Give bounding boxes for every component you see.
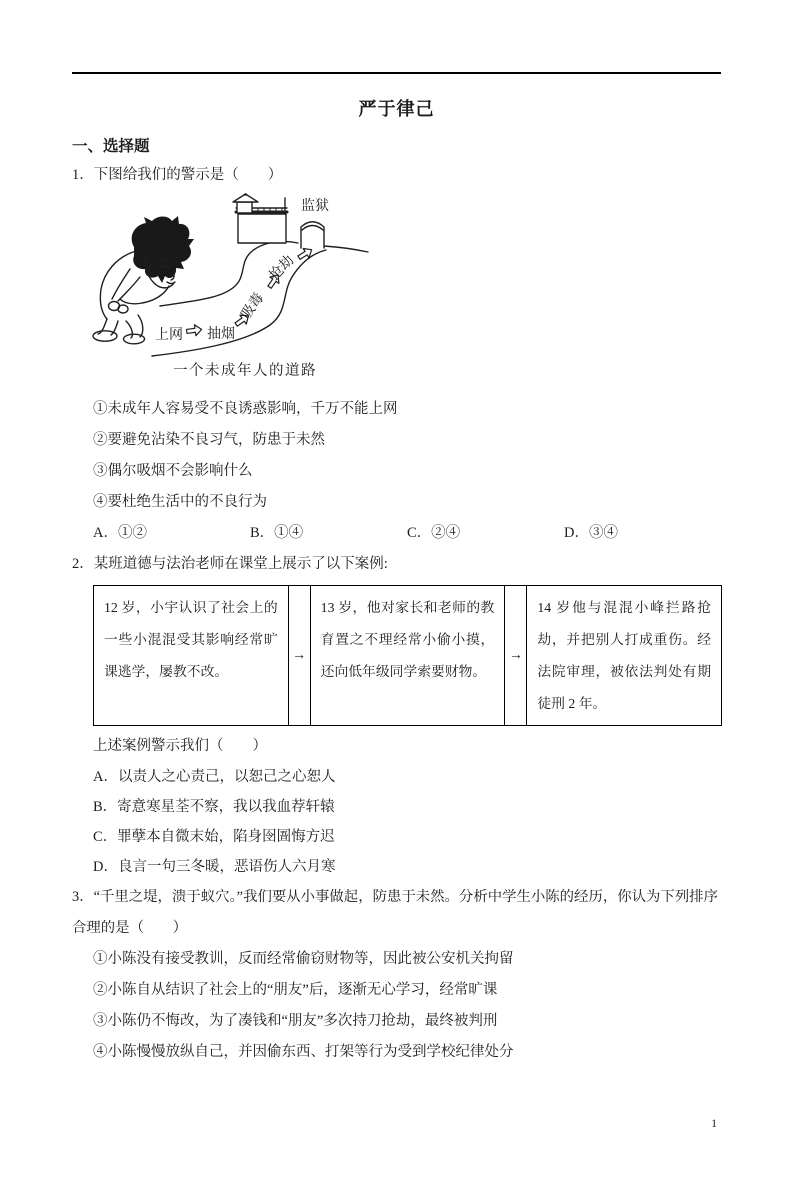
q1-item-4: ④要杜绝生活中的不良行为 bbox=[93, 494, 267, 510]
watchtower bbox=[237, 202, 252, 213]
page-number: 1 bbox=[711, 1118, 717, 1130]
q3-item-2: ②小陈自从结识了社会上的“朋友”后，逐渐无心学习，经常旷课 bbox=[93, 982, 498, 998]
road-step-label: 上网 bbox=[155, 328, 183, 343]
q1-item-1: ①未成年人容易受不良诱惑影响，千万不能上网 bbox=[93, 401, 398, 417]
q2-options bbox=[72, 762, 721, 882]
q3-item-3: ③小陈仍不悔改，为了凑钱和“朋友”多次持刀抢劫，最终被判刑 bbox=[93, 1013, 498, 1029]
q3-item-1: ①小陈没有接受教训，反而经常偷窃财物等，因此被公安机关拘留 bbox=[93, 951, 514, 967]
q2-stem: 2．某班道德与法治老师在课堂上展示了以下案例: bbox=[72, 556, 388, 572]
document-page bbox=[0, 72, 793, 1068]
figure-caption: 一个未成年人的道路 bbox=[173, 363, 317, 379]
road-step-label: 吸毒 bbox=[238, 290, 268, 323]
case-arrow-cell bbox=[288, 586, 311, 725]
q2-option-d: D．良言一句三冬暖，恶语伤人六月寒 bbox=[93, 859, 336, 875]
q2-case-table bbox=[93, 585, 722, 726]
q2-option-b: B．寄意寒星荃不察，我以我血荐轩辕 bbox=[93, 799, 335, 815]
q3-items bbox=[72, 944, 721, 1068]
road-step-label: 抽烟 bbox=[207, 327, 235, 342]
header-rule bbox=[72, 72, 721, 74]
case-arrow-cell bbox=[504, 586, 527, 725]
q1-item-3: ③偶尔吸烟不会影响什么 bbox=[93, 463, 253, 479]
right-arrow-icon: → bbox=[508, 647, 523, 663]
q3-stem: 3．“千里之堤，溃于蚁穴。”我们要从小事做起，防患于未然。分析中学生小陈的经历，你认为下列排序合理的是（ ） bbox=[72, 889, 718, 936]
q1-figure bbox=[74, 193, 374, 386]
q3-item-4: ④小陈慢慢放纵自己，并因偷东西、打架等行为受到学校纪律处分 bbox=[93, 1044, 514, 1060]
q1-option-b: B．①④ bbox=[250, 525, 304, 541]
boy-foot bbox=[124, 334, 145, 344]
section-heading: 一、选择题 bbox=[72, 138, 150, 155]
q1-option-a: A．①② bbox=[93, 525, 147, 541]
step-arrow-icon bbox=[186, 324, 202, 337]
q2-option-a: A．以责人之心责己，以恕己之心恕人 bbox=[93, 769, 336, 785]
q1-stem: 1．下图给我们的警示是（ ） bbox=[72, 167, 283, 183]
q1-items bbox=[72, 394, 721, 518]
road-step-label: 抢劫 bbox=[267, 253, 298, 284]
case-cell-2: 13 岁，他对家长和老师的教育置之不理经常小偷小摸，还向低年级同学索要财物。 bbox=[320, 600, 495, 679]
prison-wall bbox=[238, 214, 286, 243]
case-cell-1: 12 岁，小宇认识了社会上的一些小混混受其影响经常旷课逃学，屡教不改。 bbox=[104, 600, 278, 679]
right-arrow-icon: → bbox=[292, 647, 307, 663]
case-cell-3: 14 岁他与混混小峰拦路抢劫，并把别人打成重伤。经法院审理，被依法判处有期徒刑 2 年。 bbox=[537, 600, 712, 711]
cartoon-road-to-prison bbox=[74, 193, 374, 386]
boy-figure bbox=[93, 216, 194, 344]
prison-label: 监狱 bbox=[301, 199, 329, 214]
page-title: 严于律己 bbox=[358, 99, 435, 119]
q1-option-d: D．③④ bbox=[564, 525, 618, 541]
q2-option-c: C．罪孽本自微末始，陷身囹圄悔方迟 bbox=[93, 829, 335, 845]
q1-option-c: C．②④ bbox=[407, 525, 461, 541]
q1-item-2: ②要避免沾染不良习气，防患于未然 bbox=[93, 432, 325, 448]
boy-foot bbox=[93, 331, 117, 341]
q2-prompt: 上述案例警示我们（ ） bbox=[93, 738, 267, 754]
boy-hair bbox=[132, 216, 194, 283]
q1-options bbox=[72, 518, 721, 549]
